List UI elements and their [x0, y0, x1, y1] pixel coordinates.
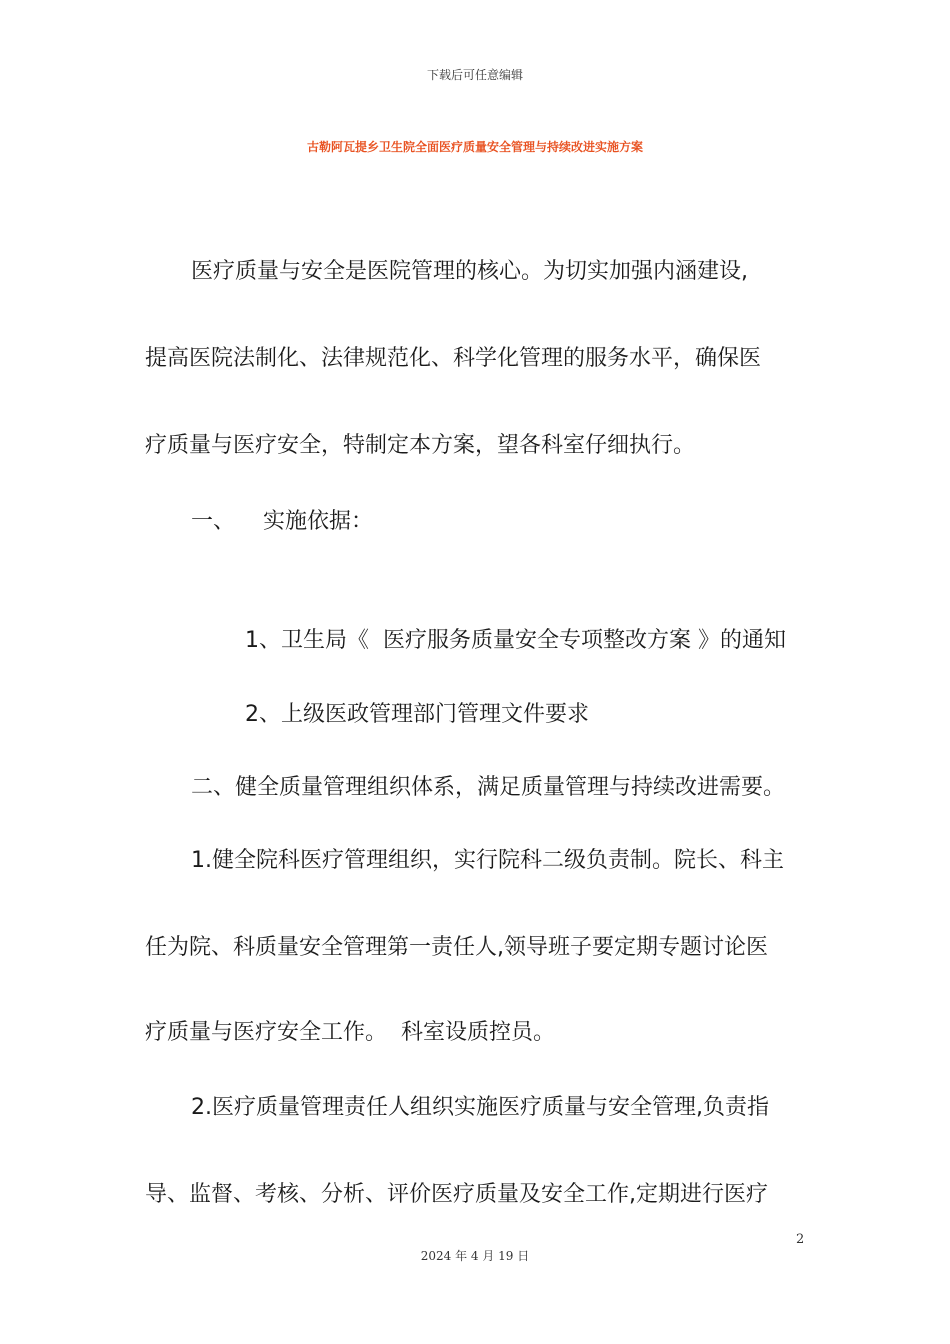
section-heading: 一、 实施依据： — [191, 509, 373, 534]
paragraph-line: 1.健全院科医疗管理组织，实行院科二级负责制。院长、科主 — [191, 848, 784, 873]
section-heading: 二、健全质量管理组织体系，满足质量管理与持续改进需要。 — [191, 775, 786, 800]
paragraph-line: 提高医院法制化、法律规范化、科学化管理的服务水平，确保医 — [145, 346, 762, 371]
page-number: 2 — [796, 1232, 805, 1247]
paragraph-line: 医疗质量与安全是医院管理的核心。为切实加强内涵建设, — [191, 259, 748, 284]
document-title: 古勒阿瓦提乡卫生院全面医疗质量安全管理与持续改进实施方案 — [306, 140, 643, 154]
paragraph-line: 任为院、科质量安全管理第一责任人,领导班子要定期专题讨论医 — [145, 935, 768, 960]
list-item: 1、卫生局《 医疗服务质量安全专项整改方案 》的通知 — [245, 628, 786, 653]
header-note: 下载后可任意编辑 — [426, 68, 523, 82]
footer-date: 2024 年 4 月 19 日 — [420, 1249, 530, 1263]
paragraph-line: 导、监督、考核、分析、评价医疗质量及安全工作,定期进行医疗 — [145, 1182, 768, 1207]
paragraph-line: 疗质量与医疗安全工作。 科室设质控员。 — [145, 1020, 555, 1045]
paragraph-line: 疗质量与医疗安全，特制定本方案，望各科室仔细执行。 — [145, 433, 696, 458]
list-item: 2、上级医政管理部门管理文件要求 — [245, 702, 589, 727]
paragraph-line: 2.医疗质量管理责任人组织实施医疗质量与安全管理,负责指 — [191, 1095, 769, 1120]
